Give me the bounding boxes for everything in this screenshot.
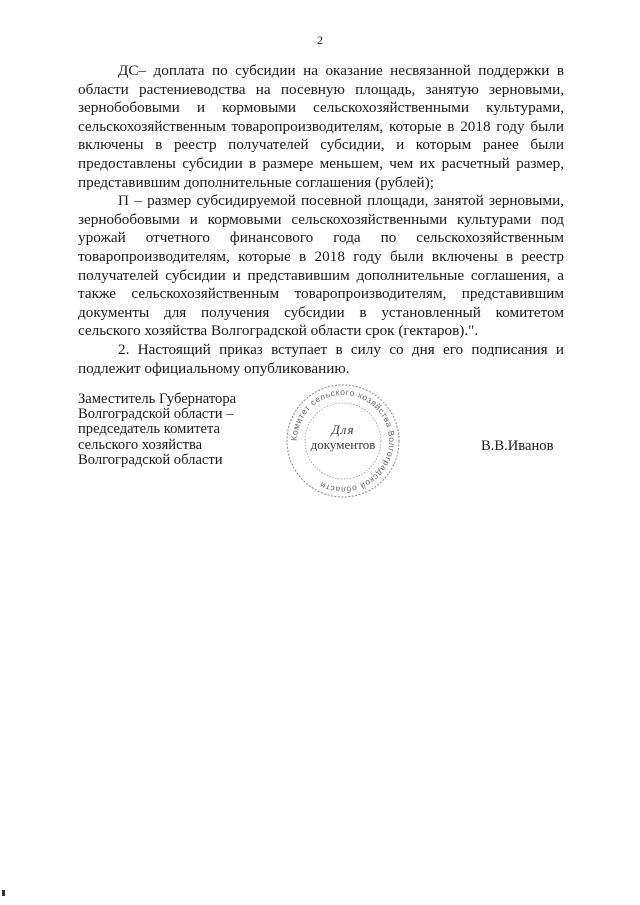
page-number: 2 bbox=[317, 33, 323, 47]
paragraph-p-definition: П – размер субсидируемой посевной площади, занятой зерновыми, зернобобовыми и кормовыми сельскохозяйственными культурами под урожай отчетного финансового года по сельскохозяйственным товаропроизводителям, которые в 2018 году были включены в реестр получателей субсидии и представившим дополнительные соглашения, а также сельскохозяйственным товаропроизводителям, представившим документы для получения субсидии в установленный комитетом сельского хозяйства Волгоградской области срок (гектаров).". bbox=[78, 192, 564, 340]
stamp-inner-line: Для bbox=[331, 422, 355, 437]
paragraph-ds-definition: ДС– доплата по субсидии на оказание несвязанной поддержки в области растениеводства на посевную площадь, занятую зерновыми, зернобобовыми и кормовыми сельскохозяйственными культурами, сельскохозяйственным товаропроизводителям, которые в 2018 году были включены в реестр получателей субсидии, и которым ранее были предоставлены субсидии в размере меньшем, чем их расчетный размер, представившим дополнительные соглашения (рублей); bbox=[78, 62, 564, 191]
signatory-title bbox=[78, 392, 236, 468]
official-stamp bbox=[284, 382, 402, 500]
scan-artifact bbox=[2, 890, 5, 896]
signer-name: В.В.Иванов bbox=[481, 438, 554, 454]
signatory-title-line: Волгоградской области bbox=[78, 451, 223, 468]
signatory-title-line: председатель комитета bbox=[78, 421, 221, 438]
stamp-ring-text: Комитет сельского хозяйства Волгоградской области bbox=[288, 386, 398, 496]
signatory-title-line: Волгоградской области – bbox=[78, 406, 234, 423]
signatory-title-line: сельского хозяйства bbox=[78, 436, 203, 453]
paragraph-effective-clause: 2. Настоящий приказ вступает в силу со дня его подписания и подлежит официальному опубликованию. bbox=[78, 340, 564, 377]
document-body bbox=[78, 62, 564, 378]
stamp-inner-line: документов bbox=[310, 437, 376, 452]
stamp-inner-text bbox=[284, 422, 402, 452]
signatory-title-line: Заместитель Губернатора bbox=[78, 391, 237, 407]
